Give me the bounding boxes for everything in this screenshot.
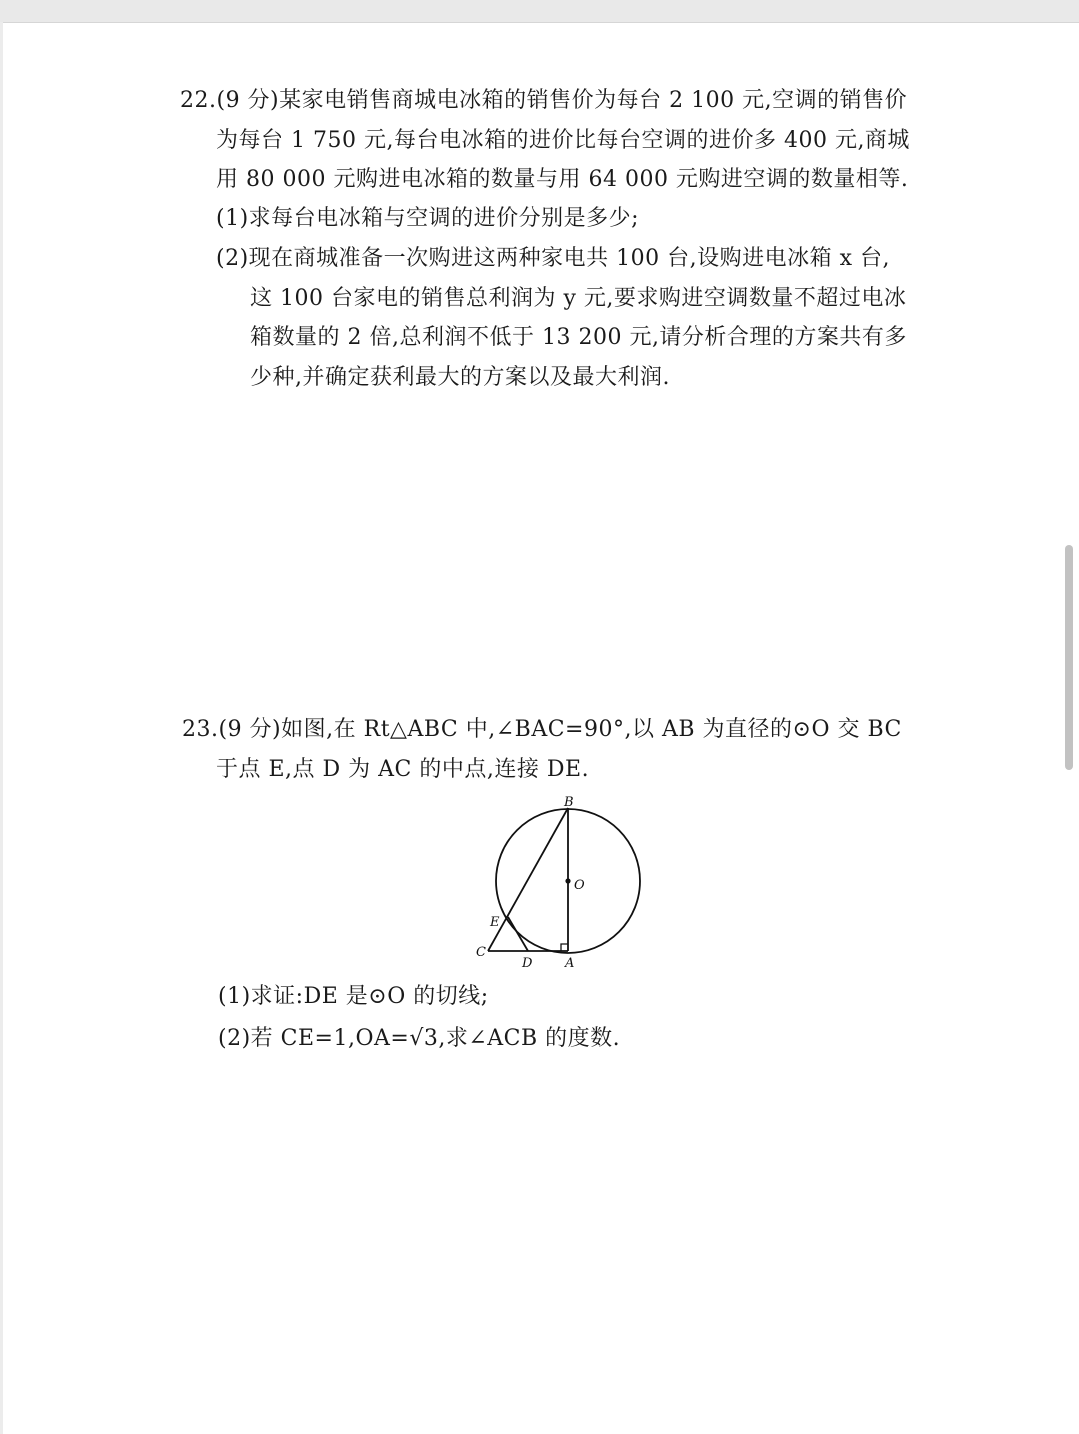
- q23-part-2: (2)若 CE=1,OA=√3,求∠ACB 的度数.: [218, 1026, 621, 1051]
- q22-part-1: (1)求每台电冰箱与空调的进价分别是多少;: [216, 206, 640, 231]
- segment-bc: [488, 808, 568, 951]
- q22-part-2-line-3: 箱数量的 2 倍,总利润不低于 13 200 元,请分析合理的方案共有多: [250, 325, 907, 350]
- segment-de: [508, 917, 528, 951]
- label-a: A: [565, 956, 575, 971]
- q22-line-3: 用 80 000 元购进电冰箱的数量与用 64 000 元购进空调的数量相等.: [216, 167, 909, 192]
- right-angle-mark: [561, 944, 568, 951]
- label-b: B: [564, 795, 574, 810]
- q22-part-2-line-2: 这 100 台家电的销售总利润为 y 元,要求购进空调数量不超过电冰: [250, 286, 907, 311]
- scrollbar-thumb[interactable]: [1065, 545, 1073, 770]
- q23-line-1: 23.(9 分)如图,在 Rt△ABC 中,∠BAC=90°,以 AB 为直径的⊙O 交 BC: [182, 717, 902, 742]
- geometry-figure: [468, 790, 648, 972]
- page-edge: [0, 22, 3, 1434]
- q22-part-2-line-1: (2)现在商城准备一次购进这两种家电共 100 台,设购进电冰箱 x 台,: [216, 246, 891, 271]
- label-e: E: [490, 915, 500, 930]
- q22-line-1: 22.(9 分)某家电销售商城电冰箱的销售价为每台 2 100 元,空调的销售价: [180, 88, 908, 113]
- label-o: O: [574, 878, 585, 893]
- label-c: C: [476, 945, 486, 960]
- center-dot: [565, 878, 570, 883]
- q23-part-1: (1)求证:DE 是⊙O 的切线;: [218, 984, 489, 1009]
- label-d: D: [522, 956, 533, 971]
- q22-part-2-line-4: 少种,并确定获利最大的方案以及最大利润.: [250, 365, 670, 390]
- q22-line-2: 为每台 1 750 元,每台电冰箱的进价比每台空调的进价多 400 元,商城: [216, 128, 910, 153]
- q23-line-2: 于点 E,点 D 为 AC 的中点,连接 DE.: [216, 757, 590, 782]
- top-bar: [0, 0, 1079, 23]
